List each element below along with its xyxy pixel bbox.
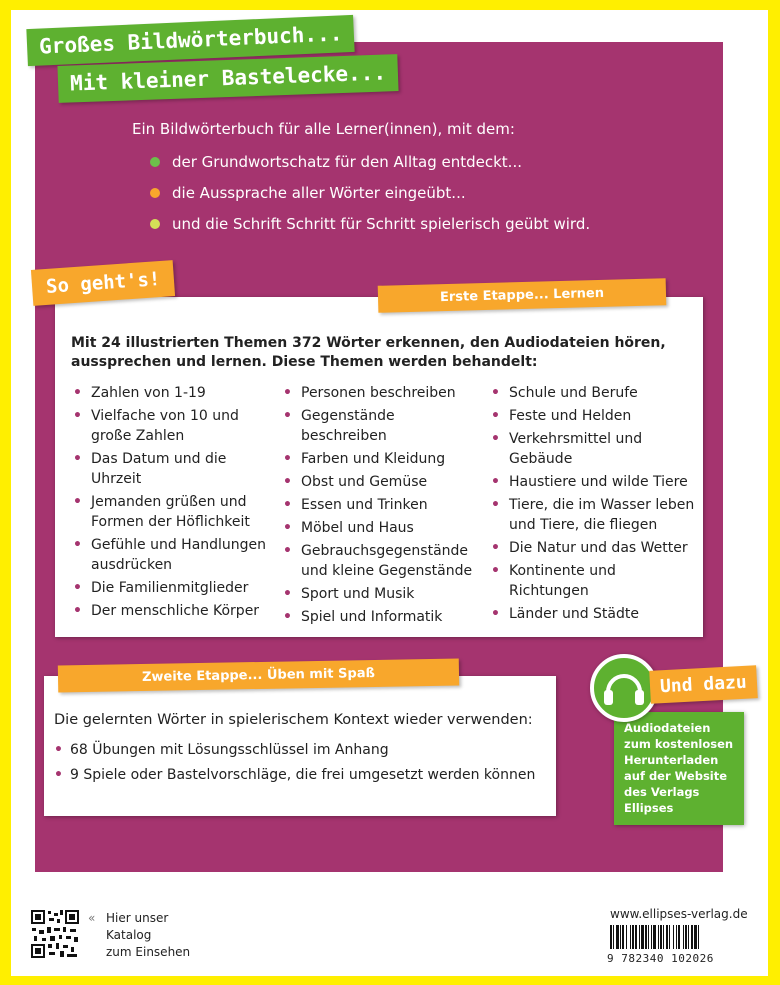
so-gehts-tag: So geht's! xyxy=(31,260,176,306)
list-item: • Obst und Gemüse xyxy=(279,472,479,492)
list-item: • Personen beschreiben xyxy=(279,383,479,403)
headphones-icon xyxy=(590,654,658,722)
list-item: • Gebrauchsgegenstände und kleine Gegenstände xyxy=(279,541,479,581)
barcode-icon xyxy=(608,925,748,951)
etappe1-lead: Mit 24 illustrierten Themen 372 Wörter erkennen, den Audiodateien hören, aussprechen und lernen. Diese Themen werden behandelt: xyxy=(71,335,666,370)
catalog-line: Katalog xyxy=(106,928,152,942)
list-item: • Gegenstände beschreiben xyxy=(279,406,479,446)
topics-column-1 xyxy=(69,383,269,624)
intro-bullet: der Grundwortschatz für den Alltag entdeckt... xyxy=(150,152,590,183)
list-item: • Verkehrsmittel und Gebäude xyxy=(487,429,697,469)
list-item: • Länder und Städte xyxy=(487,604,697,624)
list-item: • Schule und Berufe xyxy=(487,383,697,403)
topics-column-3 xyxy=(487,383,697,627)
website-url[interactable]: www.ellipses-verlag.de xyxy=(610,907,748,921)
list-item: • Farben und Kleidung xyxy=(279,449,479,469)
list-item: • Sport und Musik xyxy=(279,584,479,604)
etappe2-card xyxy=(44,676,556,816)
intro-bullet: die Aussprache aller Wörter eingeübt... xyxy=(150,183,590,214)
intro-list xyxy=(132,152,590,245)
isbn-number: 9 782340 102026 xyxy=(607,952,714,965)
orange-dot-icon xyxy=(150,188,160,198)
topics-column-2 xyxy=(279,383,479,630)
etappe1-card xyxy=(55,297,703,637)
list-item: • Die Natur und das Wetter xyxy=(487,538,697,558)
double-chevron-left-icon: « xyxy=(88,911,96,925)
etappe2-list xyxy=(52,740,535,790)
subtitle-banner: Mit kleiner Bastelecke... xyxy=(57,54,398,103)
etappe1-tag: Erste Etappe... Lernen xyxy=(378,278,667,313)
list-item: • Die Familienmitglieder xyxy=(69,578,269,598)
qr-code-icon[interactable] xyxy=(30,909,80,959)
list-item: • Essen und Trinken xyxy=(279,495,479,515)
catalog-link[interactable] xyxy=(88,910,190,961)
catalog-line: Hier unser xyxy=(106,911,169,925)
catalog-line: zum Einsehen xyxy=(106,945,191,959)
list-item: • Der menschliche Körper xyxy=(69,601,269,621)
yellow-dot-icon xyxy=(150,219,160,229)
list-item: • Haustiere und wilde Tiere xyxy=(487,472,697,492)
list-item: • 9 Spiele oder Bastelvorschläge, die frei umgesetzt werden können xyxy=(52,765,535,785)
title-banner: Großes Bildwörterbuch... xyxy=(26,15,355,66)
list-item: • Jemanden grüßen und Formen der Höflichkeit xyxy=(69,492,269,532)
list-item: • Tiere, die im Wasser leben und Tiere, die fliegen xyxy=(487,495,697,535)
und-dazu-tag: Und dazu xyxy=(649,665,757,704)
list-item: • 68 Übungen mit Lösungsschlüssel im Anhang xyxy=(52,740,535,760)
etappe2-lead: Die gelernten Wörter in spielerischem Kontext wieder verwenden: xyxy=(54,712,533,728)
list-item: • Kontinente und Richtungen xyxy=(487,561,697,601)
list-item: • Vielfache von 10 und große Zahlen xyxy=(69,406,269,446)
list-item: • Möbel und Haus xyxy=(279,518,479,538)
intro-bullet: und die Schrift Schritt für Schritt spielerisch geübt wird. xyxy=(150,214,590,245)
green-dot-icon xyxy=(150,157,160,167)
list-item: • Feste und Helden xyxy=(487,406,697,426)
audio-info-box: Audiodateien zum kostenlosen Herunterladen auf der Website des Verlags Ellipses xyxy=(614,712,744,825)
intro-section xyxy=(132,120,590,245)
list-item: • Gefühle und Handlungen ausdrücken xyxy=(69,535,269,575)
intro-text: Ein Bildwörterbuch für alle Lerner(innen), mit dem: xyxy=(132,120,515,138)
list-item: • Das Datum und die Uhrzeit xyxy=(69,449,269,489)
list-item: • Spiel und Informatik xyxy=(279,607,479,627)
etappe2-tag: Zweite Etappe... Üben mit Spaß xyxy=(58,659,459,693)
list-item: • Zahlen von 1-19 xyxy=(69,383,269,403)
